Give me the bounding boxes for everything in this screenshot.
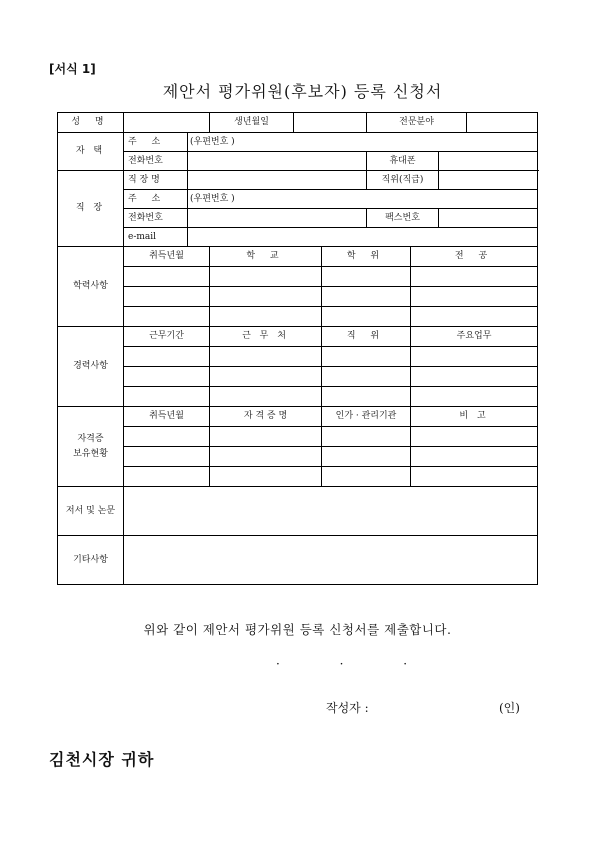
form-title: 제안서 평가위원(후보자) 등록 신청서 [162, 82, 443, 101]
license-cell[interactable] [322, 427, 411, 447]
email-label: e-mail [124, 228, 188, 247]
education-header: 취득년월 [124, 247, 210, 267]
license-cell[interactable] [210, 427, 322, 447]
career-header: 주요업무 [411, 327, 538, 347]
career-label: 경력사항 [58, 327, 124, 407]
license-label-line2: 보유현황 [73, 448, 108, 459]
work-phone-field[interactable] [188, 209, 367, 228]
career-header: 직 위 [322, 327, 411, 347]
addressee: 김천시장 귀하 [49, 750, 155, 769]
birth-label: 생년월일 [210, 113, 294, 133]
license-header: 자 격 증 명 [210, 407, 322, 427]
career-cell[interactable] [322, 347, 411, 367]
publications-field[interactable] [124, 487, 538, 536]
specialty-field[interactable] [467, 113, 538, 133]
license-cell[interactable] [210, 447, 322, 467]
license-header: 취득년월 [124, 407, 210, 427]
work-phone-label: 전화번호 [124, 209, 188, 228]
education-label: 학력사항 [58, 247, 124, 327]
form-number-label: [서식 1] [49, 62, 96, 76]
education-cell[interactable] [124, 267, 210, 287]
license-header: 비 고 [411, 407, 538, 427]
mobile-field[interactable] [439, 152, 538, 171]
education-cell[interactable] [124, 287, 210, 307]
license-cell[interactable] [322, 467, 411, 487]
home-phone-field[interactable] [188, 152, 367, 171]
seal-label: (인) [499, 701, 520, 715]
birth-field[interactable] [294, 113, 367, 133]
home-address-label: 주 소 [124, 133, 188, 152]
career-cell[interactable] [322, 387, 411, 407]
education-header: 학 위 [322, 247, 411, 267]
specialty-label: 전문분야 [367, 113, 467, 133]
education-cell[interactable] [210, 267, 322, 287]
home-phone-label: 전화번호 [124, 152, 188, 171]
home-label: 자 택 [58, 133, 124, 171]
position-field[interactable] [439, 171, 538, 190]
education-cell[interactable] [210, 287, 322, 307]
name-field[interactable] [124, 113, 210, 133]
education-cell[interactable] [411, 267, 538, 287]
career-cell[interactable] [322, 367, 411, 387]
workplace-label: 직 장 명 [124, 171, 188, 190]
mobile-label: 휴대폰 [367, 152, 439, 171]
other-label: 기타사항 [58, 536, 124, 585]
license-cell[interactable] [322, 447, 411, 467]
education-cell[interactable] [322, 307, 411, 327]
license-cell[interactable] [124, 467, 210, 487]
home-address-field[interactable]: (우편번호 ) [188, 133, 538, 152]
email-field[interactable] [188, 228, 538, 247]
career-cell[interactable] [411, 387, 538, 407]
education-cell[interactable] [124, 307, 210, 327]
education-cell[interactable] [411, 307, 538, 327]
education-cell[interactable] [322, 287, 411, 307]
career-cell[interactable] [411, 367, 538, 387]
declaration-text: 위와 같이 제안서 평가위원 등록 신청서를 제출합니다. [143, 622, 452, 637]
license-cell[interactable] [124, 447, 210, 467]
license-cell[interactable] [411, 467, 538, 487]
career-cell[interactable] [411, 347, 538, 367]
writer-label: 작성자 : [326, 701, 369, 715]
workplace-field[interactable] [188, 171, 367, 190]
publications-label: 저서 및 논문 [58, 487, 124, 536]
license-cell[interactable] [210, 467, 322, 487]
career-header: 근무기간 [124, 327, 210, 347]
license-cell[interactable] [411, 427, 538, 447]
other-field[interactable] [124, 536, 538, 585]
date-field[interactable]: · · · [276, 657, 436, 671]
license-label [58, 407, 124, 487]
education-cell[interactable] [411, 287, 538, 307]
application-form-table [57, 112, 538, 585]
license-cell[interactable] [411, 447, 538, 467]
name-label: 성 명 [58, 113, 124, 133]
education-cell[interactable] [210, 307, 322, 327]
career-cell[interactable] [124, 347, 210, 367]
work-address-field[interactable]: (우편번호 ) [188, 190, 538, 209]
education-header: 전 공 [411, 247, 538, 267]
career-cell[interactable] [124, 367, 210, 387]
license-label-line1: 자격증 [77, 434, 104, 445]
license-header: 인가 · 관리기관 [322, 407, 411, 427]
position-label: 직위(직급) [367, 171, 439, 190]
career-cell[interactable] [210, 347, 322, 367]
career-cell[interactable] [210, 387, 322, 407]
career-header: 근 무 처 [210, 327, 322, 347]
work-label: 직 장 [58, 171, 124, 247]
education-header: 학 교 [210, 247, 322, 267]
fax-label: 팩스번호 [367, 209, 439, 228]
license-cell[interactable] [124, 427, 210, 447]
fax-field[interactable] [439, 209, 538, 228]
career-cell[interactable] [124, 387, 210, 407]
career-cell[interactable] [210, 367, 322, 387]
education-cell[interactable] [322, 267, 411, 287]
work-address-label: 주 소 [124, 190, 188, 209]
